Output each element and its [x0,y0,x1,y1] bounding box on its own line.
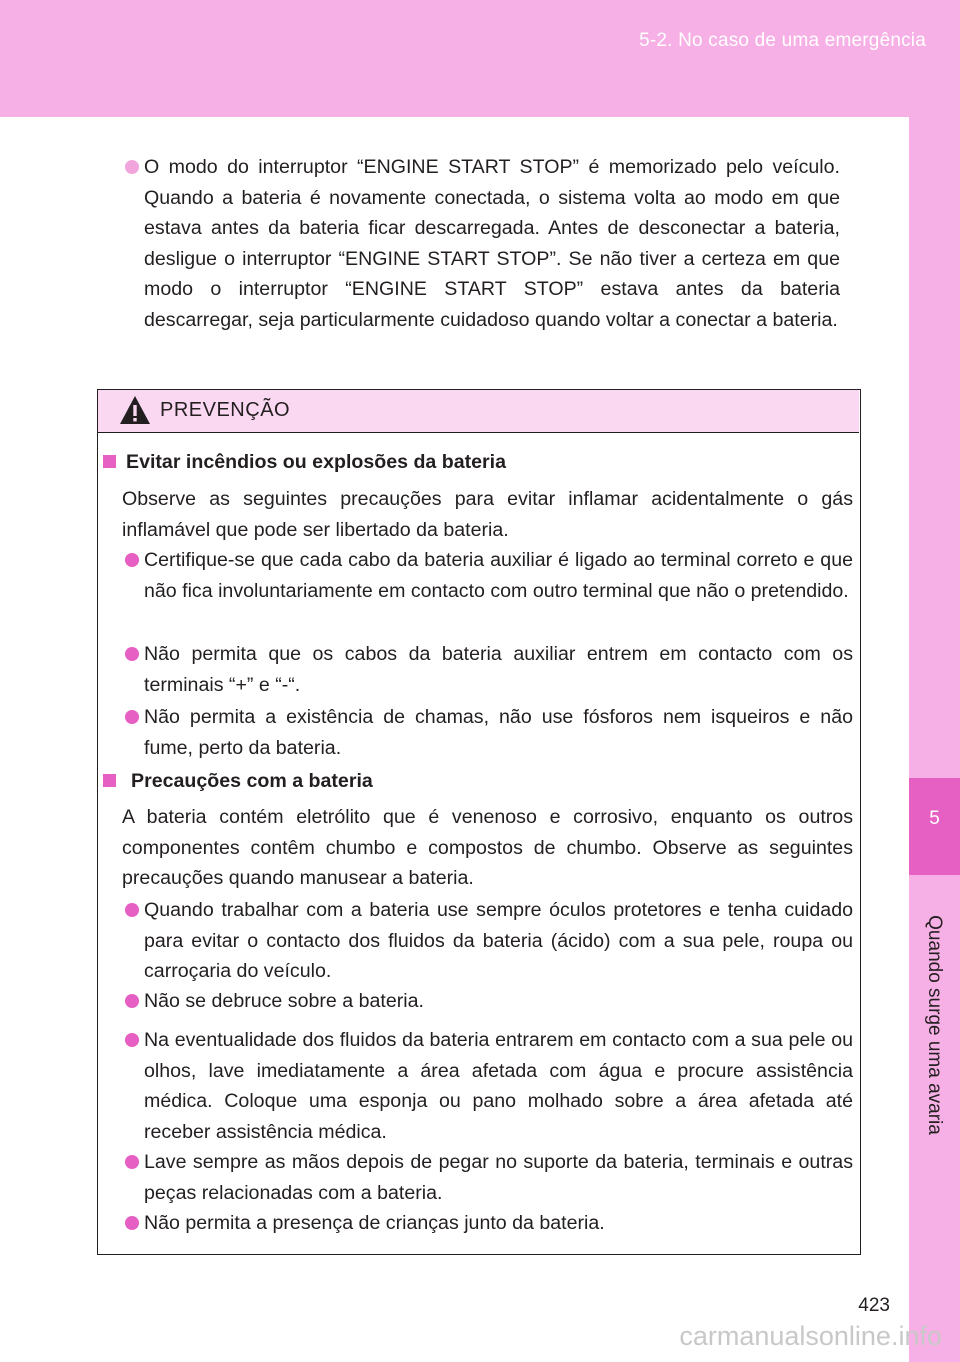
bullet-icon [125,1033,139,1047]
section-heading: Precauções com a bateria [131,770,373,792]
list-item: Certifique-se que cada cabo da bateria auxiliar é ligado ao terminal correto e que não fica involuntariamente em contacto com outro terminal que não o pretendido. [144,549,853,602]
page-header [0,0,960,117]
bullet-icon [125,994,139,1008]
section-square-icon [103,455,116,468]
chapter-title: Quando surge uma avaria [924,915,945,1135]
page-number: 423 [858,1295,890,1316]
bullet-icon [125,1216,139,1230]
side-tab [909,117,960,1362]
section-square-icon [103,774,116,787]
list-item: Não permita que os cabos da bateria auxiliar entrem em contacto com os terminais “+” e “-“. [144,643,853,696]
list-item: Não se debruce sobre a bateria. [144,990,424,1012]
list-item: Não permita a existência de chamas, não use fósforos nem isqueiros e não fume, perto da bateria. [144,706,853,759]
bullet-icon [125,647,139,661]
list-item: Não permita a presença de crianças junto da bateria. [144,1212,605,1234]
chapter-number: 5 [929,808,940,829]
section-text: A bateria contém eletrólito que é venenoso e corrosivo, enquanto os outros componentes contêm chumbo e compostos de chumbo. Observe as seguintes precauções quando manusear a bateria. [122,806,853,889]
list-item: Quando trabalhar com a bateria use sempre óculos protetores e tenha cuidado para evitar o contacto dos fluidos da bateria (ácido) com a sua pele, roupa ou carroçaria do veículo. [144,899,853,982]
bullet-icon [125,903,139,917]
watermark: carmanualsonline.info [679,1321,942,1351]
bullet-icon [125,160,139,174]
section-text: Observe as seguintes precauções para evitar inflamar acidentalmente o gás inflamável que pode ser libertado da bateria. [122,488,853,541]
warning-header [98,390,859,433]
bullet-icon [125,710,139,724]
list-item: Lave sempre as mãos depois de pegar no suporte da bateria, terminais e outras peças relacionadas com a bateria. [144,1151,853,1204]
warning-title: PREVENÇÃO [160,399,291,421]
bullet-icon [125,553,139,567]
section-heading: Evitar incêndios ou explosões da bateria [126,451,507,473]
bullet-icon [125,1155,139,1169]
intro-paragraph: O modo do interruptor “ENGINE START STOP” é memorizado pelo veículo. Quando a bateria é novamente conectada, o sistema volta ao modo em que estava antes da bateria ficar descarregada. Antes de desconectar a bateria, desligue o interruptor “ENGINE START STOP”. Se não tiver a certeza em que modo o interruptor “ENGINE START STOP” estava antes da bateria descarregar, seja particularmente cuidadoso quando voltar a conectar a bateria. [144,156,840,331]
section-title: 5-2. No caso de uma emergência [639,30,926,51]
warning-triangle-icon [118,394,152,426]
list-item: Na eventualidade dos fluidos da bateria entrarem em contacto com a sua pele ou olhos, lave imediatamente a área afetada com água e procure assistência médica. Coloque uma esponja ou pano molhado sobre a área afetada até receber assistência médica. [144,1029,853,1143]
